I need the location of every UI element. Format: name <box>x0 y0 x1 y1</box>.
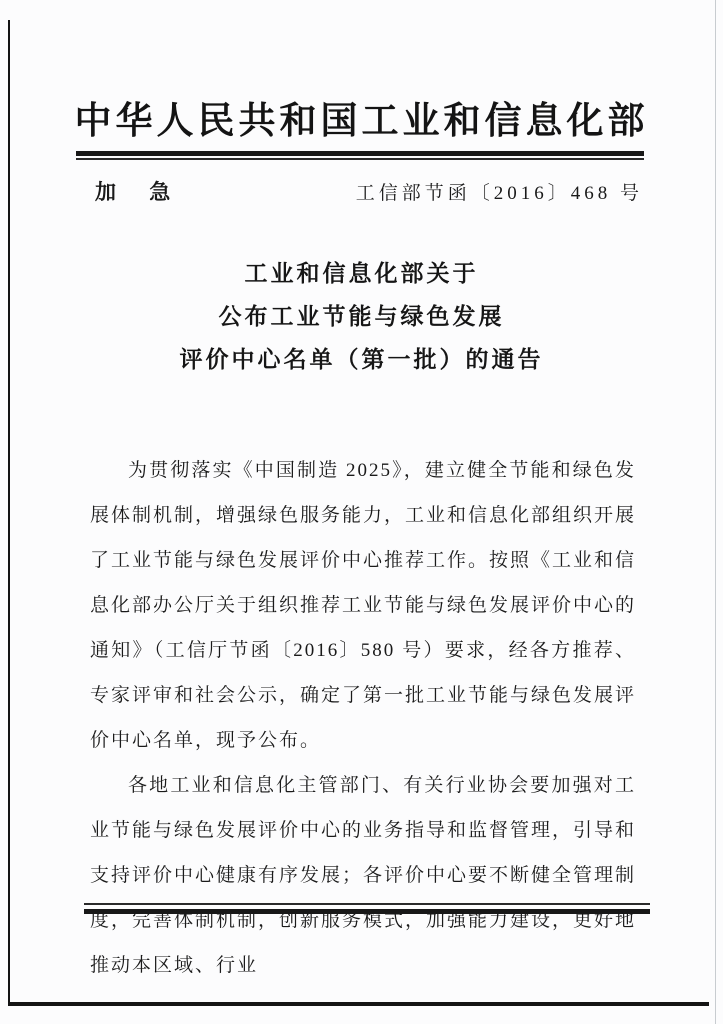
document-title-line-2: 公布工业节能与绿色发展 <box>218 304 505 329</box>
body-paragraph-2: 各地工业和信息化主管部门、有关行业协会要加强对工业节能与绿色发展评价中心的业务指导和监督管理，引导和支持评价中心健康有序发展；各评价中心要不断健全管理制度，完善体制机制，创新服务模式，加强能力建设，更好地推动本区域、行业 <box>90 775 637 976</box>
letterhead-title: 中华人民共和国工业和信息化部 <box>74 101 649 142</box>
urgency-label: 加 急 <box>95 180 185 204</box>
document-title-line-1: 工业和信息化部关于 <box>244 261 479 286</box>
document-number: 工信部节函〔2016〕468 号 <box>355 183 643 204</box>
notation-row <box>95 176 643 206</box>
letterhead-divider-rule <box>76 151 644 160</box>
scan-artifact-right-edge <box>715 0 716 1024</box>
footer-divider-rule <box>84 903 650 914</box>
document-title-line-3: 评价中心名单（第一批）的通告 <box>179 347 544 372</box>
document-title <box>0 252 723 381</box>
scan-artifact-bottom-border <box>8 1002 709 1006</box>
scan-artifact-left-border <box>8 20 10 1006</box>
body-paragraph-1: 为贯彻落实《中国制造 2025》，建立健全节能和绿色发展体制机制，增强绿色服务能力，工业和信息化部组织开展了工业节能与绿色发展评价中心推荐工作。按照《工业和信息化部办公厅关于组织推荐工业节能与绿色发展评价中心的通知》（工信厅节函〔2016〕580 号）要求，经各方推荐、专家评审和社会公示，确定了第一批工业节能与绿色发展评价中心名单，现予公布。 <box>90 460 637 751</box>
